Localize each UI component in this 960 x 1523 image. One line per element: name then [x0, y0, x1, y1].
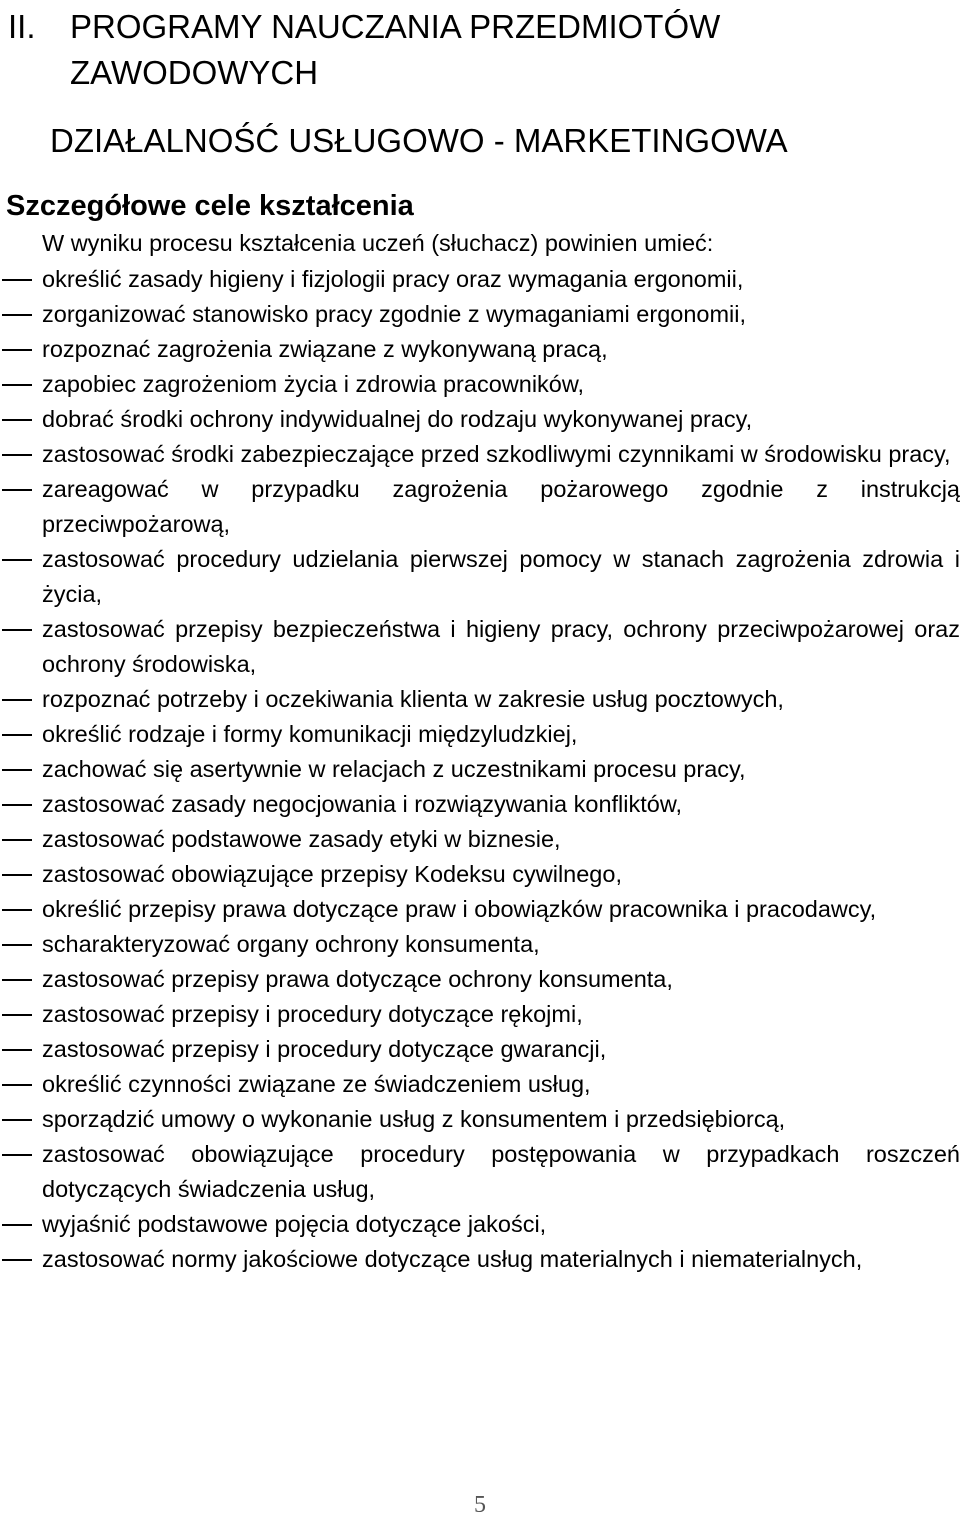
- list-item: [0, 367, 960, 402]
- dash-bullet-icon: [2, 419, 32, 421]
- list-item-text: zastosować zasady negocjowania i rozwiązywania konfliktów,: [42, 791, 683, 817]
- list-item-text: sporządzić umowy o wykonanie usług z konsumentem i przedsiębiorcą,: [42, 1106, 786, 1132]
- list-item: [0, 1242, 960, 1277]
- dash-bullet-icon: [2, 804, 32, 806]
- list-item: [0, 997, 960, 1032]
- list-item: [0, 437, 960, 472]
- dash-bullet-icon: [2, 839, 32, 841]
- list-item-text: zastosować normy jakościowe dotyczące usług materialnych i niematerialnych,: [42, 1246, 863, 1272]
- list-item-text: zastosować środki zabezpieczające przed szkodliwymi czynnikami w środowisku pracy,: [42, 441, 951, 467]
- dash-bullet-icon: [2, 1014, 32, 1016]
- list-item: [0, 1207, 960, 1242]
- list-item: [0, 787, 960, 822]
- chapter-title: PROGRAMY NAUCZANIA PRZEDMIOTÓW ZAWODOWYCH: [70, 8, 721, 91]
- dash-bullet-icon: [2, 1049, 32, 1051]
- list-item: [0, 262, 960, 297]
- goals-list: [0, 262, 960, 1277]
- dash-bullet-icon: [2, 454, 32, 456]
- dash-bullet-icon: [2, 1224, 32, 1226]
- intro-text: W wyniku procesu kształcenia uczeń (słuchacz) powinien umieć:: [42, 230, 714, 256]
- list-item: [0, 1067, 960, 1102]
- list-item: [0, 822, 960, 857]
- list-item: [0, 472, 960, 542]
- list-item: [0, 857, 960, 892]
- list-item-text: określić zasady higieny i fizjologii pracy oraz wymagania ergonomii,: [42, 266, 744, 292]
- list-item-text: zastosować przepisy prawa dotyczące ochrony konsumenta,: [42, 966, 673, 992]
- dash-bullet-icon: [2, 769, 32, 771]
- dash-bullet-icon: [2, 734, 32, 736]
- list-item-text: zorganizować stanowisko pracy zgodnie z wymaganiami ergonomii,: [42, 301, 747, 327]
- list-item-text: scharakteryzować organy ochrony konsumenta,: [42, 931, 540, 957]
- page-number: 5: [474, 1492, 486, 1518]
- dash-bullet-icon: [2, 279, 32, 281]
- list-item: [0, 717, 960, 752]
- dash-bullet-icon: [2, 559, 32, 561]
- dash-bullet-icon: [2, 979, 32, 981]
- list-item-text: zastosować procedury udzielania pierwszej pomocy w stanach zagrożenia zdrowia i życia,: [42, 546, 960, 607]
- list-item: [0, 1032, 960, 1067]
- dash-bullet-icon: [2, 489, 32, 491]
- list-item-text: dobrać środki ochrony indywidualnej do rodzaju wykonywanej pracy,: [42, 406, 753, 432]
- list-item-text: zastosować przepisy i procedury dotyczące rękojmi,: [42, 1001, 583, 1027]
- chapter-number: II.: [8, 8, 36, 45]
- list-item-text: zastosować przepisy bezpieczeństwa i higieny pracy, ochrony przeciwpożarowej oraz ochrony środowiska,: [42, 616, 960, 677]
- list-item: [0, 297, 960, 332]
- list-item: [0, 332, 960, 367]
- list-item: [0, 542, 960, 612]
- list-item: [0, 892, 960, 927]
- dash-bullet-icon: [2, 1154, 32, 1156]
- dash-bullet-icon: [2, 699, 32, 701]
- list-item: [0, 927, 960, 962]
- list-item-text: zareagować w przypadku zagrożenia pożarowego zgodnie z instrukcją przeciwpożarową,: [42, 476, 960, 537]
- list-item-text: zastosować przepisy i procedury dotyczące gwarancji,: [42, 1036, 607, 1062]
- subject-title: DZIAŁALNOŚĆ USŁUGOWO - MARKETINGOWA: [50, 122, 788, 159]
- dash-bullet-icon: [2, 314, 32, 316]
- dash-bullet-icon: [2, 629, 32, 631]
- list-item: [0, 1137, 960, 1207]
- dash-bullet-icon: [2, 384, 32, 386]
- list-item-text: określić przepisy prawa dotyczące praw i obowiązków pracownika i pracodawcy,: [42, 896, 877, 922]
- list-item-text: zastosować obowiązujące przepisy Kodeksu cywilnego,: [42, 861, 622, 887]
- dash-bullet-icon: [2, 1119, 32, 1121]
- dash-bullet-icon: [2, 909, 32, 911]
- list-item-text: zapobiec zagrożeniom życia i zdrowia pracowników,: [42, 371, 585, 397]
- list-item-text: zastosować obowiązujące procedury postępowania w przypadkach roszczeń dotyczących świadczenia usług,: [42, 1141, 960, 1202]
- list-item: [0, 752, 960, 787]
- list-item: [0, 962, 960, 997]
- list-item-text: wyjaśnić podstawowe pojęcia dotyczące jakości,: [42, 1211, 547, 1237]
- list-item: [0, 1102, 960, 1137]
- list-item: [0, 612, 960, 682]
- list-item-text: rozpoznać potrzeby i oczekiwania klienta w zakresie usług pocztowych,: [42, 686, 784, 712]
- dash-bullet-icon: [2, 349, 32, 351]
- list-item-text: określić czynności związane ze świadczeniem usług,: [42, 1071, 591, 1097]
- dash-bullet-icon: [2, 1084, 32, 1086]
- dash-bullet-icon: [2, 874, 32, 876]
- list-item: [0, 682, 960, 717]
- list-item-text: określić rodzaje i formy komunikacji międzyludzkiej,: [42, 721, 578, 747]
- list-item-text: rozpoznać zagrożenia związane z wykonywaną pracą,: [42, 336, 608, 362]
- dash-bullet-icon: [2, 1259, 32, 1261]
- list-item-text: zachować się asertywnie w relacjach z uczestnikami procesu pracy,: [42, 756, 746, 782]
- list-item-text: zastosować podstawowe zasady etyki w biznesie,: [42, 826, 561, 852]
- list-item: [0, 402, 960, 437]
- section-heading: Szczegółowe cele kształcenia: [6, 190, 414, 222]
- dash-bullet-icon: [2, 944, 32, 946]
